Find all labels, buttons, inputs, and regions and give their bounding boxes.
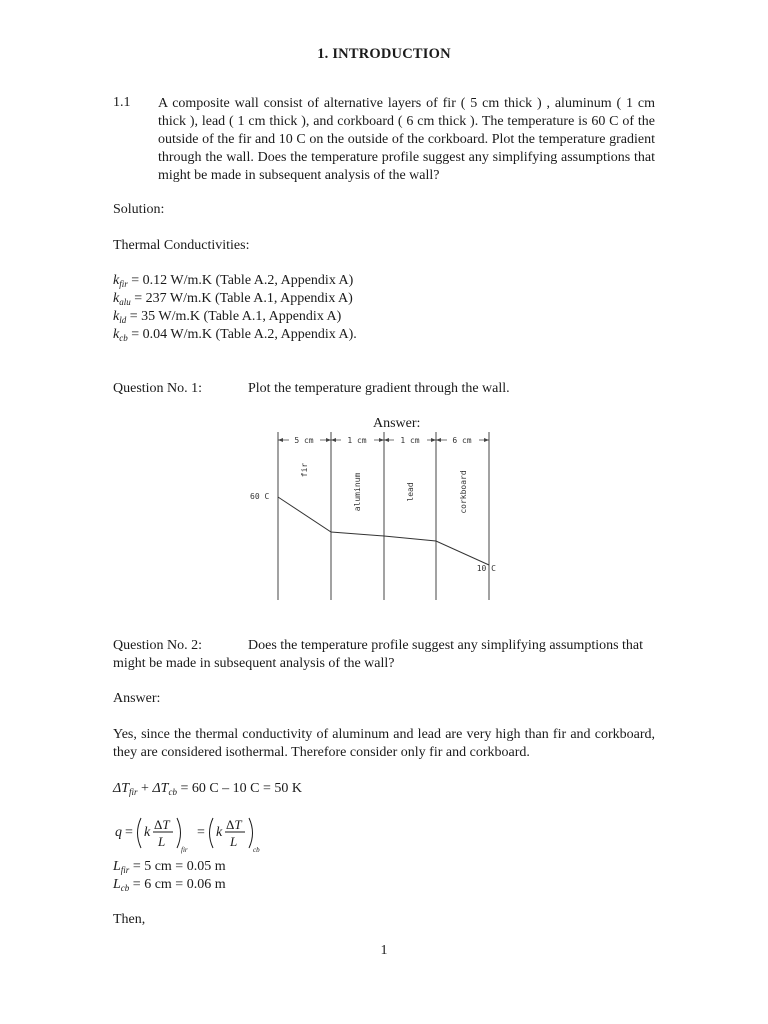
length-corkboard: $L_{cb} = 6$ cm = 0.06 m <box>113 877 226 893</box>
question2-text: Does the temperature profile suggest any simplifying assumptions that might be made in subsequent analysis of the wall? <box>113 638 644 671</box>
question2-label: Question No. 2: <box>113 638 203 653</box>
delta-t-equation: $\Delta T_{fir} + \Delta T_{cb} = 60$ C – 10 C = 50 K <box>113 781 303 797</box>
right-temperature-label: 10 C <box>476 564 496 573</box>
layer-label-aluminum: aluminum <box>353 472 362 512</box>
conductivities-heading: Thermal Conductivities: <box>113 238 250 253</box>
problem-statement: A composite wall consist of alternative layers of fir ( 5 cm thick ) , aluminum ( 1 cm thick ), lead ( 1 cm thick ), and corkboard ( 6 cm thick ). The temperature is 60 C of the outside of the fir and 10 C on the outside of the corkboard. Plot the temperature gradient through the wall. Does the temperature profile suggest any simplifying assumptions that might be made in subsequent analysis of the wall? <box>158 96 655 183</box>
dimension-corkboard: 6 cm <box>452 436 472 445</box>
svg-text:ΔT: ΔT <box>226 817 242 832</box>
section-heading: 1. INTRODUCTION <box>317 46 451 62</box>
dimension-lead: 1 cm <box>400 436 420 445</box>
svg-text:q: q <box>115 825 122 840</box>
k-subscript: fir <box>119 279 128 289</box>
layer-label-fir: fir <box>300 462 309 478</box>
problem-number: 1.1 <box>113 95 131 110</box>
layer-label-lead: lead <box>406 482 415 502</box>
k-subscript: cb <box>119 333 128 343</box>
dimension-aluminum: 1 cm <box>347 436 367 445</box>
answer2-label: Answer: <box>113 691 161 706</box>
delta-t2-subscript: cb <box>168 787 177 797</box>
length-fir-value: = 5 cm = 0.05 m <box>129 859 226 874</box>
k-subscript: ld <box>119 315 127 325</box>
conductivity-value: = 35 W/m.K (Table A.1, Appendix A) <box>126 309 342 324</box>
k-symbol: k <box>113 327 120 342</box>
conductivity-value: = 237 W/m.K (Table A.1, Appendix A) <box>130 291 353 306</box>
dimension-fir: 5 cm <box>294 436 314 445</box>
svg-text:k: k <box>216 825 223 840</box>
page-number: 1 <box>380 943 388 958</box>
question1-text: Plot the temperature gradient through the wall. <box>248 381 510 396</box>
solution-label: Solution: <box>113 202 165 217</box>
k-symbol: k <box>113 291 120 306</box>
k-subscript: alu <box>119 297 131 307</box>
question2 <box>113 637 655 673</box>
answer2-text: Yes, since the thermal conductivity of aluminum and lead are very high than fir and corkboard, they are considered isothermal. Therefore consider only fir and corkboard. <box>113 727 655 760</box>
length-fir: $L_{fir} = 5$ cm = 0.05 m <box>113 859 226 875</box>
svg-text:L: L <box>158 834 166 849</box>
conductivity-aluminum <box>113 291 353 307</box>
q-right-subscript: cb <box>253 846 260 854</box>
svg-text:=: = <box>197 825 205 840</box>
svg-text:L: L <box>230 834 238 849</box>
temperature-profile-diagram <box>244 430 496 606</box>
delta-t1-subscript: fir <box>129 787 138 797</box>
answer1-label: Answer: <box>373 416 421 431</box>
conductivity-value: = 0.12 W/m.K (Table A.2, Appendix A) <box>127 273 354 288</box>
svg-text:=: = <box>125 825 133 840</box>
k-symbol: k <box>113 309 120 324</box>
conductivity-value: = 0.04 W/m.K (Table A.2, Appendix A). <box>127 327 357 342</box>
q-left-subscript: fir <box>181 846 188 854</box>
length-cb-value: = 6 cm = 0.06 m <box>129 877 226 892</box>
layer-label-corkboard: corkboard <box>459 470 468 514</box>
conductivity-lead <box>113 309 341 325</box>
left-temperature-label: 60 C <box>250 492 270 501</box>
svg-text:k: k <box>144 825 151 840</box>
heat-flux-equation <box>113 812 273 858</box>
conductivity-fir <box>113 273 353 289</box>
k-symbol: k <box>113 273 120 288</box>
svg-text:ΔT: ΔT <box>154 817 170 832</box>
conductivity-corkboard <box>113 327 357 343</box>
question1-label: Question No. 1: <box>113 381 203 396</box>
then-label: Then, <box>113 912 146 927</box>
delta-t-value: = 60 C – 10 C = 50 K <box>180 781 303 796</box>
